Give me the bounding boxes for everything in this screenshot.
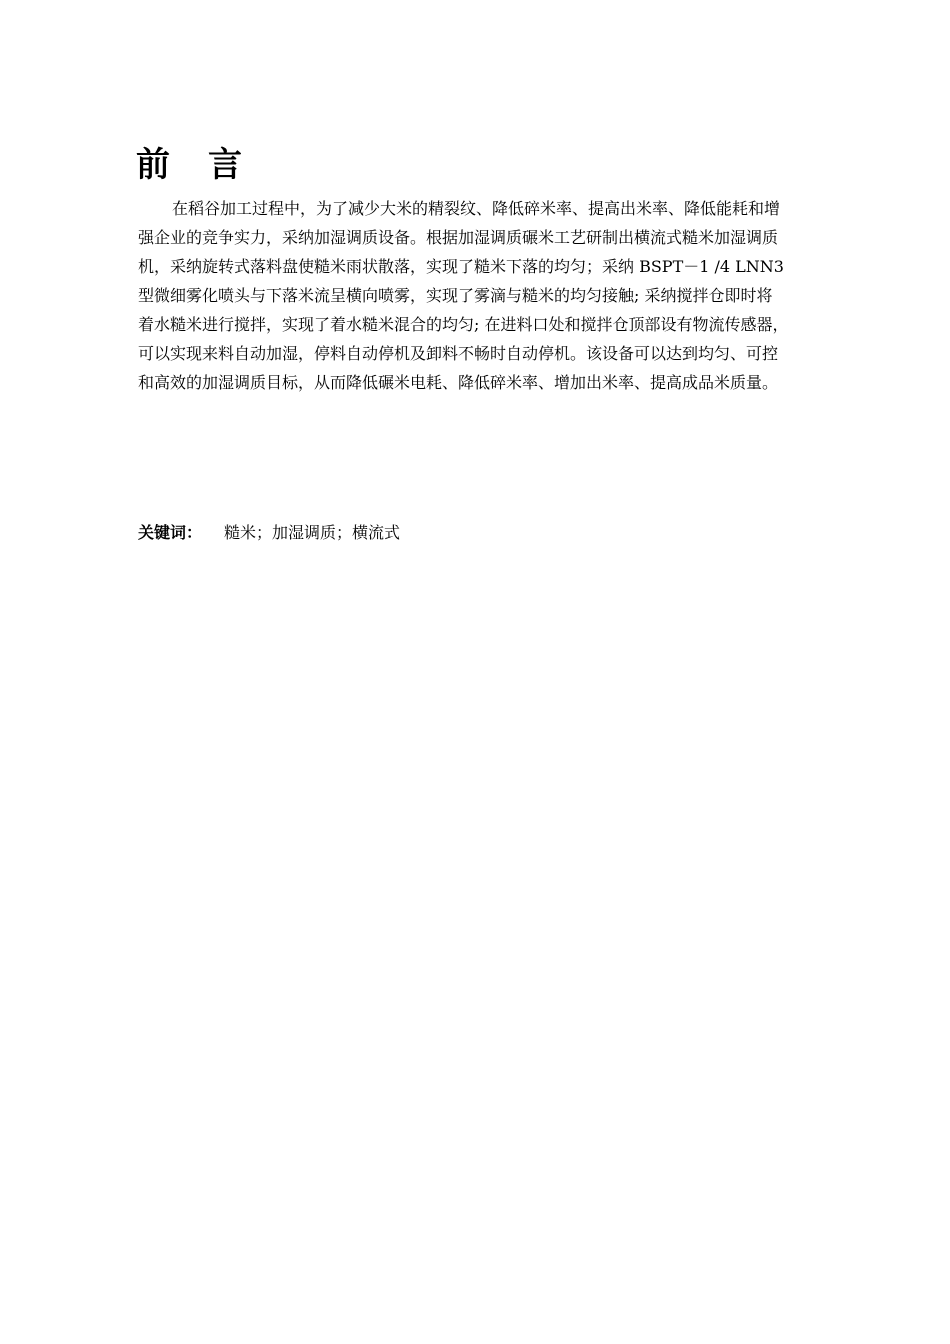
paragraph-line: 型微细雾化喷头与下落米流呈横向喷雾，实现了雾滴与糙米的均匀接触; 采纳搅拌仓即时将 [138, 286, 773, 305]
paragraph-line: 和高效的加湿调质目标，从而降低碾米电耗、降低碎米率、增加出米率、提高成品米质量。 [138, 373, 779, 392]
page-title: 前言 [136, 145, 280, 185]
paragraph-line: 在稻谷加工过程中，为了减少大米的精裂纹、降低碎米率、提高出米率、降低能耗和增 [172, 199, 781, 218]
paragraph-line: 强企业的竞争实力，采纳加湿调质设备。根据加湿调质碾米工艺研制出横流式糙米加湿调质 [138, 228, 779, 247]
keywords-value: 糙米；加湿调质；横流式 [224, 523, 401, 542]
keywords-row [138, 519, 400, 547]
paragraph-line: 机，采纳旋转式落料盘使糙米雨状散落，实现了糙米下落的均匀；采纳 BSPT－1 /4 LNN3 [138, 257, 784, 276]
preface-paragraph [138, 194, 850, 397]
paragraph-line: 可以实现来料自动加湿，停料自动停机及卸料不畅时自动停机。该设备可以达到均匀、可控 [138, 344, 779, 363]
paragraph-line: 着水糙米进行搅拌，实现了着水糙米混合的均匀; 在进料口处和搅拌仓顶部设有物流传感器， [138, 315, 789, 334]
keywords-label: 关键词： [138, 523, 203, 542]
